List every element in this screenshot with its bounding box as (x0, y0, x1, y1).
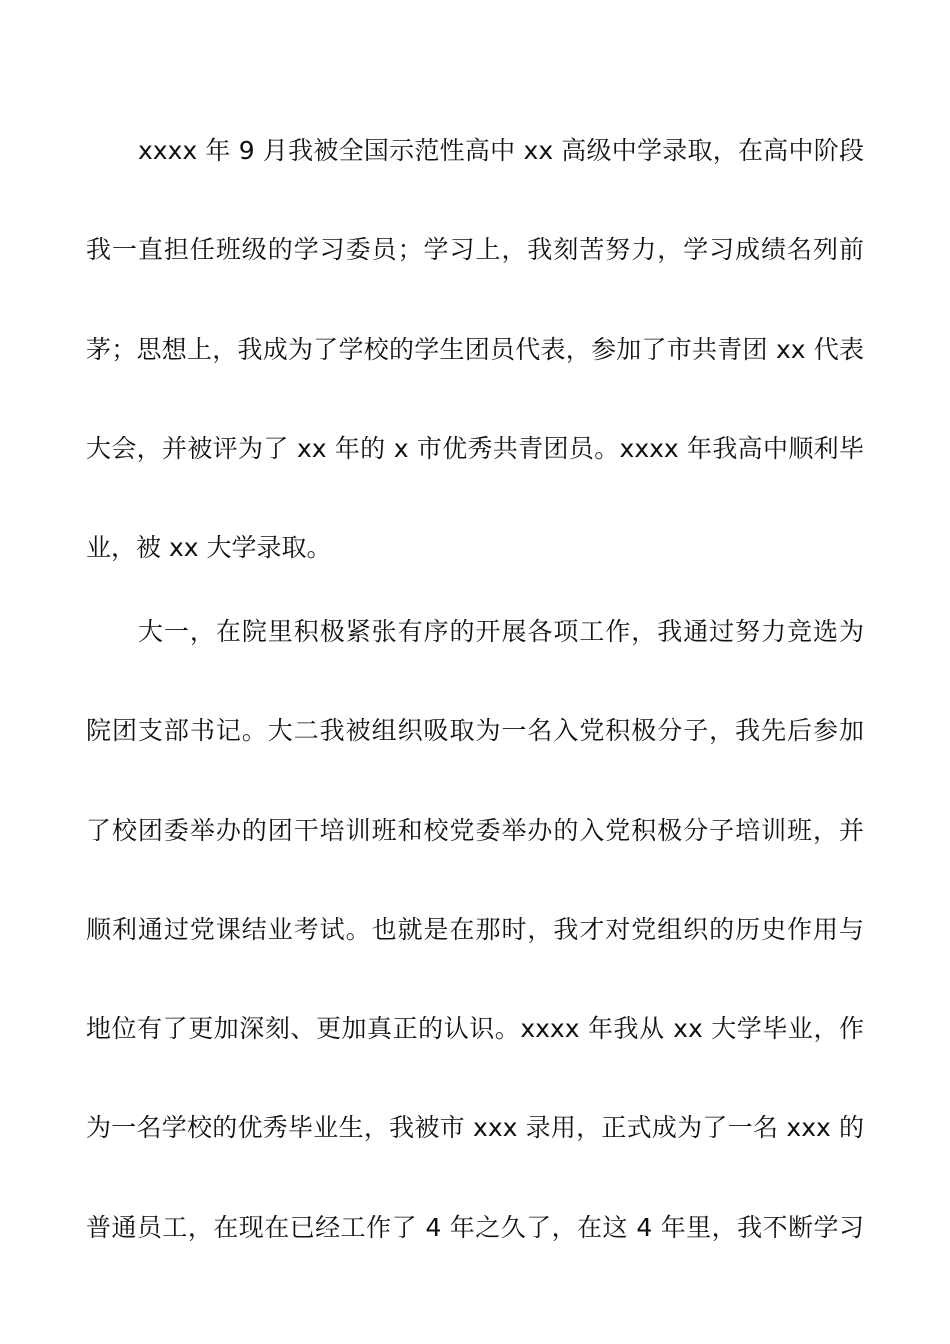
paragraph-1-line-5: 业，被 xx 大学录取。 (86, 533, 332, 562)
paragraph-2-line-3: 了校团委举办的团干培训班和校党委举办的入党积极分子培训班，并 (86, 816, 864, 845)
paragraph-2-line-4: 顺利通过党课结业考试。也就是在那时，我才对党组织的历史作用与 (86, 915, 864, 944)
paragraph-1-line-3: 茅；思想上，我成为了学校的学生团员代表，参加了市共青团 xx 代表 (86, 335, 864, 364)
paragraph-2-line-7: 普通员工，在现在已经工作了 4 年之久了，在这 4 年里，我不断学习 (86, 1213, 864, 1242)
paragraph-2-line-5: 地位有了更加深刻、更加真正的认识。xxxx 年我从 xx 大学毕业，作 (86, 1014, 864, 1043)
paragraph-1-line-1: xxxx 年 9 月我被全国示范性高中 xx 高级中学录取，在高中阶段 (138, 136, 864, 165)
paragraph-1-line-2: 我一直担任班级的学习委员；学习上，我刻苦努力，学习成绩名列前 (86, 235, 864, 264)
paragraph-2-line-1: 大一，在院里积极紧张有序的开展各项工作，我通过努力竞选为 (138, 617, 864, 646)
paragraph-1-line-4: 大会，并被评为了 xx 年的 x 市优秀共青团员。xxxx 年我高中顺利毕 (86, 434, 864, 463)
paragraph-2-line-2: 院团支部书记。大二我被组织吸取为一名入党积极分子，我先后参加 (86, 716, 864, 745)
paragraph-2-line-6: 为一名学校的优秀毕业生，我被市 xxx 录用，正式成为了一名 xxx 的 (86, 1113, 864, 1142)
